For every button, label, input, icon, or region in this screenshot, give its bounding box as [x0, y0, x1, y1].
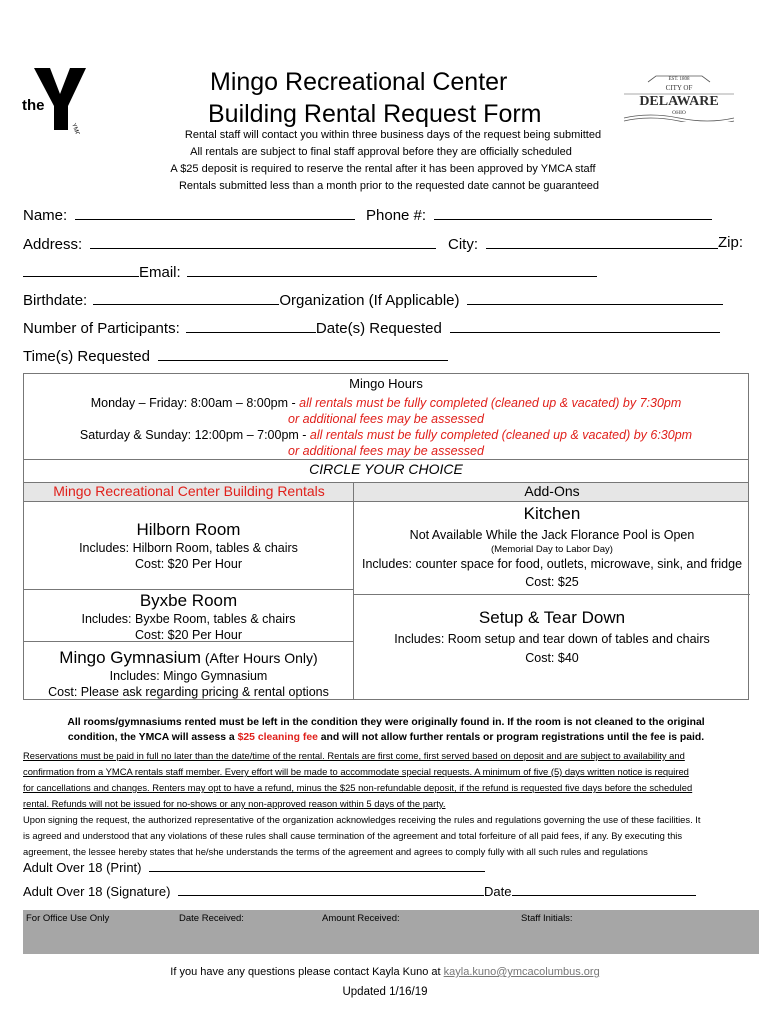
participants-field[interactable] [186, 317, 316, 333]
signature-label: Adult Over 18 (Signature) [23, 884, 171, 899]
gymnasium-title[interactable]: Mingo Gymnasium (After Hours Only) [59, 648, 318, 667]
address-field[interactable] [90, 233, 436, 249]
hours-title: Mingo Hours [349, 376, 423, 391]
times-field[interactable] [158, 345, 448, 361]
hours-box [23, 373, 749, 700]
rentals-heading: Mingo Recreational Center Building Rentals [53, 483, 325, 499]
circle-choice-heading: CIRCLE YOUR CHOICE [309, 461, 463, 477]
contact-email-link[interactable]: kayla.kuno@ymcacolumbus.org [443, 966, 600, 978]
email-field[interactable] [187, 261, 597, 277]
weekday-hours-note: or additional fees may be assessed [288, 412, 484, 426]
birthdate-field[interactable] [93, 289, 279, 305]
kitchen-cost: Cost: $25 [525, 575, 579, 589]
delaware-logo [620, 72, 738, 122]
participants-row [23, 317, 720, 339]
times-label: Time(s) Requested [23, 348, 150, 365]
kitchen-title[interactable]: Kitchen [523, 504, 581, 523]
updated-date: Updated 1/16/19 [342, 986, 428, 998]
svg-text:DELAWARE: DELAWARE [639, 94, 719, 109]
svg-text:CITY OF: CITY OF [665, 84, 693, 92]
signature-field[interactable] [178, 883, 484, 896]
organization-field[interactable] [467, 289, 723, 305]
phone-field[interactable] [434, 204, 712, 220]
kitchen-includes: Includes: counter space for food, outlets, microwave, sink, and fridge [361, 557, 743, 571]
name-row [23, 204, 355, 226]
hilborn-room-includes: Includes: Hilborn Room, tables & chairs [79, 541, 298, 555]
times-row [23, 345, 448, 367]
hilborn-room-title[interactable]: Hilborn Room [136, 520, 241, 539]
city-row [448, 233, 718, 255]
organization-label: Organization (If Applicable) [279, 292, 460, 309]
note-3: A $25 deposit is required to reserve the rental after it has been approved by YMCA staff [170, 163, 596, 175]
kitchen-note: Not Available While the Jack Florance Pool is Open [409, 528, 695, 542]
weekday-hours: Monday – Friday: 8:00am – 8:00pm - all rentals must be fully completed (cleaned up & vacated) by 7:30pm [90, 396, 682, 410]
note-1: Rental staff will contact you within three business days of the request being submitted [184, 129, 602, 141]
rental-policy: Reservations must be paid in full no later than the date/time of the rental. Rentals are first come, first served based on deposit and are subject to availability and confirmation from a YMCA rentals staff member. Every effort will be made to accommodate special requests. A minimum of five (5) days written notice is required for cancellations and changes. Renters may opt to have a refund, minus the $25 non-refundable deposit, if the refund is requested five days before the scheduled rental. Refunds will not be issued for no-shows or any non-approved reason within 5 days of the party. Upon signing the request, the authorized representative of the organization acknowledges receiving the rules and regulations governing the use of these facilities. It is agreed and understood that any violations of these rules shall cause termination of the agreement and total forfeiture of all paid fees, if any. By executing this agreement, the lessee hereby states that he/she understands the terms of the agreement and agrees to comply fully with all such rules and regulations [23, 750, 701, 857]
address-label: Address: [23, 236, 83, 253]
name-field[interactable] [75, 204, 355, 220]
print-name-field[interactable] [149, 859, 485, 872]
email-prefix-field[interactable] [23, 261, 139, 277]
weekend-hours: Saturday & Sunday: 12:00pm – 7:00pm - all rentals must be fully completed (cleaned up & vacated) by 6:30pm [79, 428, 693, 442]
contact-line: If you have any questions please contact Kayla Kuno at kayla.kuno@ymcacolumbus.org [170, 966, 600, 978]
zip-label: Zip: [718, 234, 744, 251]
page-subtitle: Building Rental Request Form [208, 100, 542, 128]
svg-text:OHIO: OHIO [672, 110, 686, 116]
signature-row [23, 882, 696, 902]
setup-teardown-includes: Includes: Room setup and tear down of tables and chairs [394, 632, 710, 646]
hilborn-room-cost: Cost: $20 Per Hour [135, 557, 242, 571]
ymca-logo [20, 64, 100, 134]
birthdate-row [23, 289, 723, 311]
kitchen-dates: (Memorial Day to Labor Day) [491, 544, 613, 555]
date-received-label: Date Received: [179, 913, 244, 924]
weekend-hours-note: or additional fees may be assessed [288, 444, 484, 458]
amount-received-label: Amount Received: [322, 913, 400, 924]
addons-heading: Add-Ons [524, 483, 580, 499]
page-title: Mingo Recreational Center [210, 68, 508, 96]
byxbe-room-includes: Includes: Byxbe Room, tables & chairs [81, 612, 296, 626]
note-2: All rentals are subject to final staff approval before they are officially scheduled [190, 146, 572, 158]
name-label: Name: [23, 207, 68, 224]
office-use-label: For Office Use Only [26, 913, 110, 924]
byxbe-room-title[interactable]: Byxbe Room [139, 591, 238, 610]
svg-text:YMCA: YMCA [70, 122, 82, 134]
setup-teardown-title[interactable]: Setup & Tear Down [478, 608, 626, 627]
staff-initials-label: Staff Initials: [521, 913, 573, 924]
email-label: Email: [139, 264, 181, 281]
email-row [23, 261, 597, 283]
phone-label: Phone #: [366, 207, 427, 224]
print-name-label: Adult Over 18 (Print) [23, 860, 142, 875]
setup-teardown-cost: Cost: $40 [525, 651, 579, 665]
dates-label: Date(s) Requested [315, 320, 442, 337]
byxbe-room-cost: Cost: $20 Per Hour [135, 628, 242, 642]
gymnasium-includes: Includes: Mingo Gymnasium [109, 669, 268, 683]
city-label: City: [448, 236, 478, 253]
dates-field[interactable] [450, 317, 720, 333]
address-row [23, 233, 436, 255]
gymnasium-cost: Cost: Please ask regarding pricing & rental options [48, 685, 329, 699]
note-4: Rentals submitted less than a month prior to the requested date cannot be guaranteed [178, 180, 600, 192]
svg-text:EST. 1808: EST. 1808 [668, 77, 690, 82]
phone-row [366, 204, 712, 226]
print-name-row [23, 858, 485, 878]
birthdate-label: Birthdate: [23, 292, 88, 309]
participants-label: Number of Participants: [23, 320, 180, 337]
cleaning-rule: All rooms/gymnasiums rented must be left in the condition they were originally found in. If the room is not cleaned to the original condition, the YMCA will assess a $25 cleaning fee and will not allow further rentals or program registrations until the fee is paid. [67, 717, 705, 743]
date-field[interactable] [512, 883, 696, 896]
city-field[interactable] [486, 233, 718, 249]
date-label: Date [484, 884, 512, 899]
svg-text:the: the [22, 97, 45, 114]
